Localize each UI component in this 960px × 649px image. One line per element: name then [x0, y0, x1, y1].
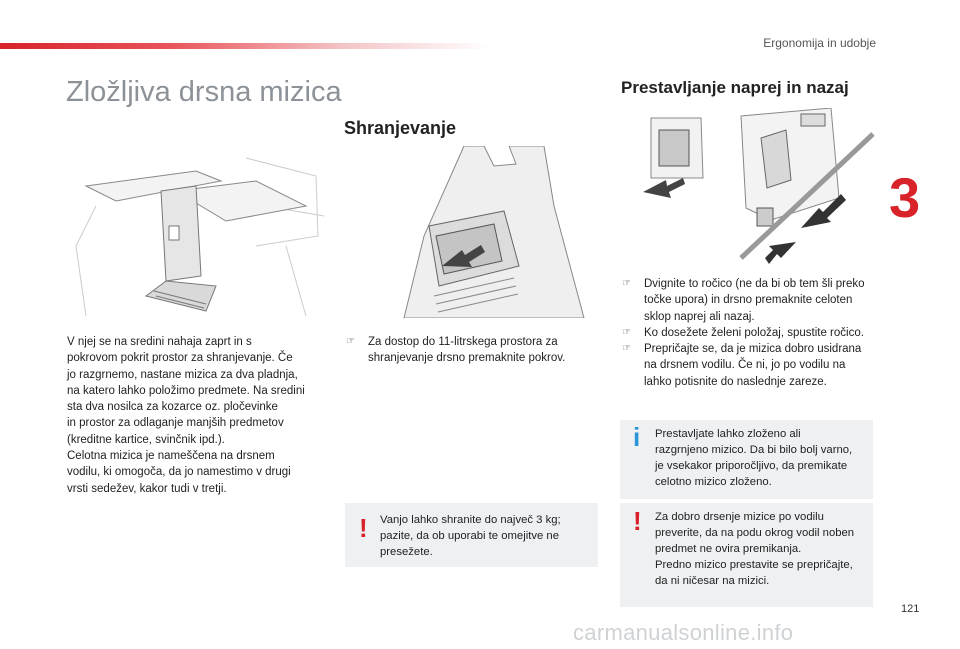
bullet-line: shranjevanje drsno premaknite pokrov. — [368, 352, 566, 365]
warning-exclamation-icon: ! — [359, 513, 368, 543]
illustration-folding-table — [66, 146, 328, 318]
warning-line: Vanjo lahko shranite do največ 3 kg; — [380, 514, 561, 526]
list-item — [346, 334, 598, 367]
intro-paragraph — [67, 334, 329, 497]
intro-line: in prostor za odlaganje manjših predmetov — [67, 417, 284, 430]
warning-exclamation-icon: ! — [633, 506, 642, 536]
warning-box-weight-limit — [345, 503, 598, 567]
list-item — [622, 325, 882, 341]
info-line: celotno mizico zloženo. — [655, 476, 772, 488]
warning-line: Predno mizico prestavite se prepričajte, — [655, 559, 853, 571]
intro-line: sta dva nosilca za kozarce oz. pločevinke — [67, 401, 278, 414]
storage-instructions — [346, 334, 598, 367]
list-item — [622, 276, 882, 325]
warning-line: Za dobro drsenje mizice po vodilu — [655, 511, 824, 523]
bullet-line: Prepričajte se, da je mizica dobro usidrana — [644, 343, 862, 356]
warning-box-rail-obstruction — [620, 503, 873, 607]
intro-line: vrsti sedežev, kakor tudi v tretji. — [67, 482, 227, 495]
intro-line: jo razgrnemo, nastane mizica za dva pladnja, — [67, 368, 298, 381]
info-box-move-folded — [620, 420, 873, 499]
intro-line: V njej se na sredini nahaja zaprt in s — [67, 336, 252, 348]
bullet-line: lahko potisnite do naslednje zareze. — [644, 375, 827, 388]
info-line: razgrnjeno mizico. Da bi bilo bolj varno, — [655, 444, 853, 456]
bullet-line: Dvignite to ročico (ne da bi ob tem šli preko — [644, 278, 865, 290]
intro-line: (kreditne kartice, svinčnik ipd.). — [67, 433, 225, 446]
heading-storage: Shranjevanje — [344, 118, 457, 138]
warning-line: pazite, da ob uporabi te omejitve ne — [380, 530, 559, 542]
watermark: carmanualsonline.info — [573, 620, 794, 645]
intro-line: pokrovom pokrit prostor za shranjevanje. Če — [67, 352, 293, 365]
illustration-storage-compartment — [344, 146, 598, 318]
info-line: Prestavljate lahko zloženo ali — [655, 428, 801, 440]
warning-line: preverite, da na podu okrog vodil noben — [655, 527, 855, 539]
rail-instructions — [622, 276, 882, 390]
bullet-line: Za dostop do 11-litrskega prostora za — [368, 336, 558, 348]
info-i-icon: i — [633, 422, 641, 452]
section-title: Ergonomija in udobje — [763, 36, 876, 50]
page-number: 121 — [901, 603, 920, 615]
illustration-sliding-rail — [621, 108, 877, 272]
warning-line: da ni ničesar na mizici. — [655, 575, 770, 587]
bullet-pointer-icon: ☞ — [346, 336, 355, 347]
bullet-pointer-icon: ☞ — [622, 343, 631, 355]
info-line: je vsekakor priporočljivo, da premikate — [655, 460, 848, 472]
bullet-line: sklop naprej ali nazaj. — [644, 310, 755, 323]
bullet-pointer-icon: ☞ — [622, 326, 631, 338]
chapter-number: 3 — [889, 166, 921, 229]
list-item — [622, 341, 882, 390]
header-accent-bar — [0, 43, 490, 49]
intro-line: Celotna mizica je nameščena na drsnem — [67, 450, 275, 463]
warning-line: presežete. — [380, 546, 433, 558]
heading-forward-backward: Prestavljanje naprej in nazaj — [621, 78, 849, 97]
warning-line: predmet ne ovira premikanja. — [655, 543, 802, 555]
page-title: Zložljiva drsna mizica — [66, 76, 342, 108]
bullet-pointer-icon: ☞ — [622, 278, 631, 289]
bullet-line: na drsnem vodilu. Če ni, jo po vodilu na — [644, 359, 846, 372]
bullet-line: točke upora) in drsno premaknite celoten — [644, 294, 853, 307]
intro-line: na katero lahko položimo predmete. Na sredini — [67, 384, 305, 397]
intro-line: vodilu, ki omogoča, da jo namestimo v drugi — [67, 466, 291, 479]
bullet-line: Ko dosežete želeni položaj, spustite ročico. — [644, 326, 864, 339]
